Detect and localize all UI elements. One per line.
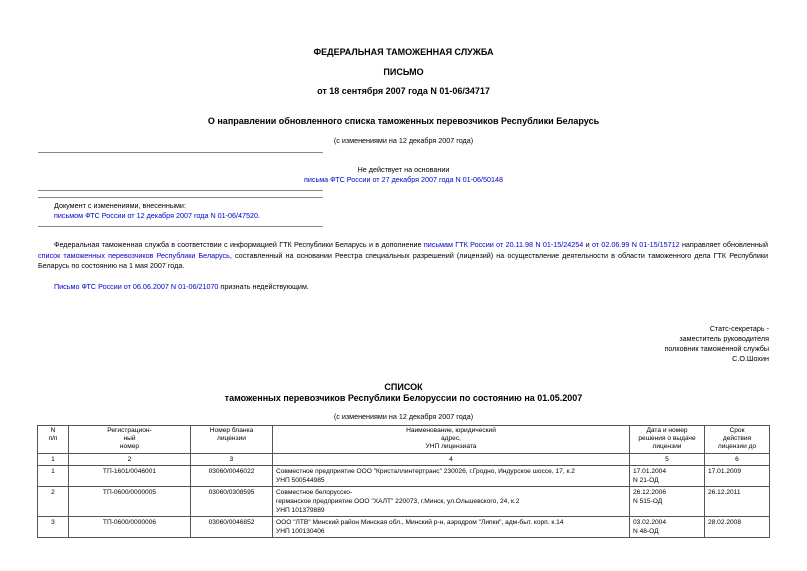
status-link[interactable]: письма ФТС России от 27 декабря 2007 года N 01-06/50148 — [303, 175, 504, 184]
header-reg-number: Регистрацион- ный номер — [69, 426, 191, 454]
cell-reg-number: ТП-0600/0000006 — [69, 516, 191, 537]
changes-label: Документ с изменениями, внесенными: — [54, 201, 186, 210]
table-row — [38, 516, 770, 537]
cell-valid-until: 28.02.2008 — [705, 516, 770, 537]
signature-title-2: заместитель руководителя — [679, 334, 769, 343]
col-number: 5 — [630, 453, 705, 465]
amend-note: (с изменениями на 12 декабря 2007 года) — [333, 136, 474, 145]
header-blank-number: Номер бланка лицензии — [191, 426, 273, 454]
cell-licensee: ООО "ЛТВ" Минский район Минская обл., Минский р-н, аэродром "Липки", адм-быт. корп. к.14 УНП 100130406 — [273, 516, 630, 537]
changes-line: письмом ФТС России от 12 декабря 2007 года N 01-06/47520. — [54, 211, 261, 220]
link-carriers-list[interactable]: список таможенных перевозчиков Республики Беларусь — [38, 250, 230, 260]
cell-licensee: Совместное белорусско- германское предприятие ООО "ХАЛТ" 220073, г.Минск, ул.Ольшевского, 24, к.2 УНП 101379889 — [273, 486, 630, 516]
doc-date-number: от 18 сентября 2007 года N 01-06/34717 — [317, 86, 490, 96]
list-amend-note: (с изменениями на 12 декабря 2007 года) — [333, 412, 474, 421]
signature-name: С.О.Шохин — [732, 354, 769, 363]
signature-rank: полковник таможенной службы — [664, 344, 769, 353]
doc-subject: О направлении обновленного списка таможенных перевозчиков Республики Беларусь — [207, 116, 600, 126]
link-gtk-letter-1998[interactable]: письмам ГТК России от 20.11.98 N 01-15/24254 — [423, 240, 584, 249]
divider — [38, 190, 323, 191]
list-subtitle: таможенных перевозчиков Республики Белоруссии по состоянию на 01.05.2007 — [224, 393, 583, 403]
column-number-row — [38, 453, 770, 465]
divider — [38, 197, 323, 198]
cell-number: 2 — [38, 486, 69, 516]
cell-licensee: Совместное предприятие ООО "Кристаллинтертранс" 230026, г.Гродно, Индурское шоссе, 17, к.2 УНП 500544985 — [273, 465, 630, 486]
body-paragraph-2: Письмо ФТС России от 06.06.2007 N 01-06/21070 признать недействующим. — [54, 282, 309, 291]
table-header-row — [38, 426, 770, 454]
table-row — [38, 465, 770, 486]
cell-valid-until: 17.01.2009 — [705, 465, 770, 486]
cell-number: 1 — [38, 465, 69, 486]
cell-valid-until: 26.12.2011 — [705, 486, 770, 516]
cell-decision: 26.12.2006 N 515-ОД — [630, 486, 705, 516]
header-decision: Дата и номер решения о выдаче лицензии — [630, 426, 705, 454]
cell-blank-number: 03060/0308595 — [191, 486, 273, 516]
doc-type: ПИСЬМО — [383, 67, 424, 77]
cell-reg-number: ТП-0600/0000005 — [69, 486, 191, 516]
col-number: 6 — [705, 453, 770, 465]
carriers-table — [37, 425, 770, 538]
col-number: 1 — [38, 453, 69, 465]
col-number: 4 — [273, 453, 630, 465]
header-licensee: Наименование, юридический адрес, УНП лицензиата — [273, 426, 630, 454]
col-number: 2 — [69, 453, 191, 465]
cell-reg-number: ТП-1601/0046001 — [69, 465, 191, 486]
cell-blank-number: 03060/0046852 — [191, 516, 273, 537]
divider — [38, 152, 323, 153]
link-gtk-letter-1999[interactable]: от 02.06.99 N 01-15/15712 — [591, 240, 680, 249]
cell-number: 3 — [38, 516, 69, 537]
divider — [38, 226, 323, 227]
body-paragraph-1: Федеральная таможенная служба в соответствии с информацией ГТК Республики Беларусь и в дополнение письмам ГТК России от 20.11.98 N 01-15/24254 и от 02.06.99 N 01-15/15712 направляет обновленный список таможенных перевозчиков Республики Беларусь, составленный на основании Реестра специальных разрешений (лицензий) на осуществление деятельности в области таможенного дела ГТК Республики Беларусь по состоянию на 1 мая 2007 года. — [38, 240, 768, 270]
list-title: СПИСОК — [384, 382, 423, 392]
changes-link[interactable]: письмом ФТС России от 12 декабря 2007 года N 01-06/47520 — [54, 211, 259, 220]
table-row — [38, 486, 770, 516]
cell-decision: 17.01.2004 N 21-ОД — [630, 465, 705, 486]
cell-blank-number: 03060/0046022 — [191, 465, 273, 486]
header-number: N п/п — [38, 426, 69, 454]
header-valid-until: Срок действия лицензии до — [705, 426, 770, 454]
cell-decision: 03.02.2004 N 48-ОД — [630, 516, 705, 537]
org-title: ФЕДЕРАЛЬНАЯ ТАМОЖЕННАЯ СЛУЖБА — [313, 47, 494, 57]
signature-title-1: Статс-секретарь - — [709, 324, 769, 333]
col-number: 3 — [191, 453, 273, 465]
status-line: Не действует на основании — [357, 165, 450, 174]
link-fts-letter-2007[interactable]: Письмо ФТС России от 06.06.2007 N 01-06/21070 — [54, 282, 219, 291]
